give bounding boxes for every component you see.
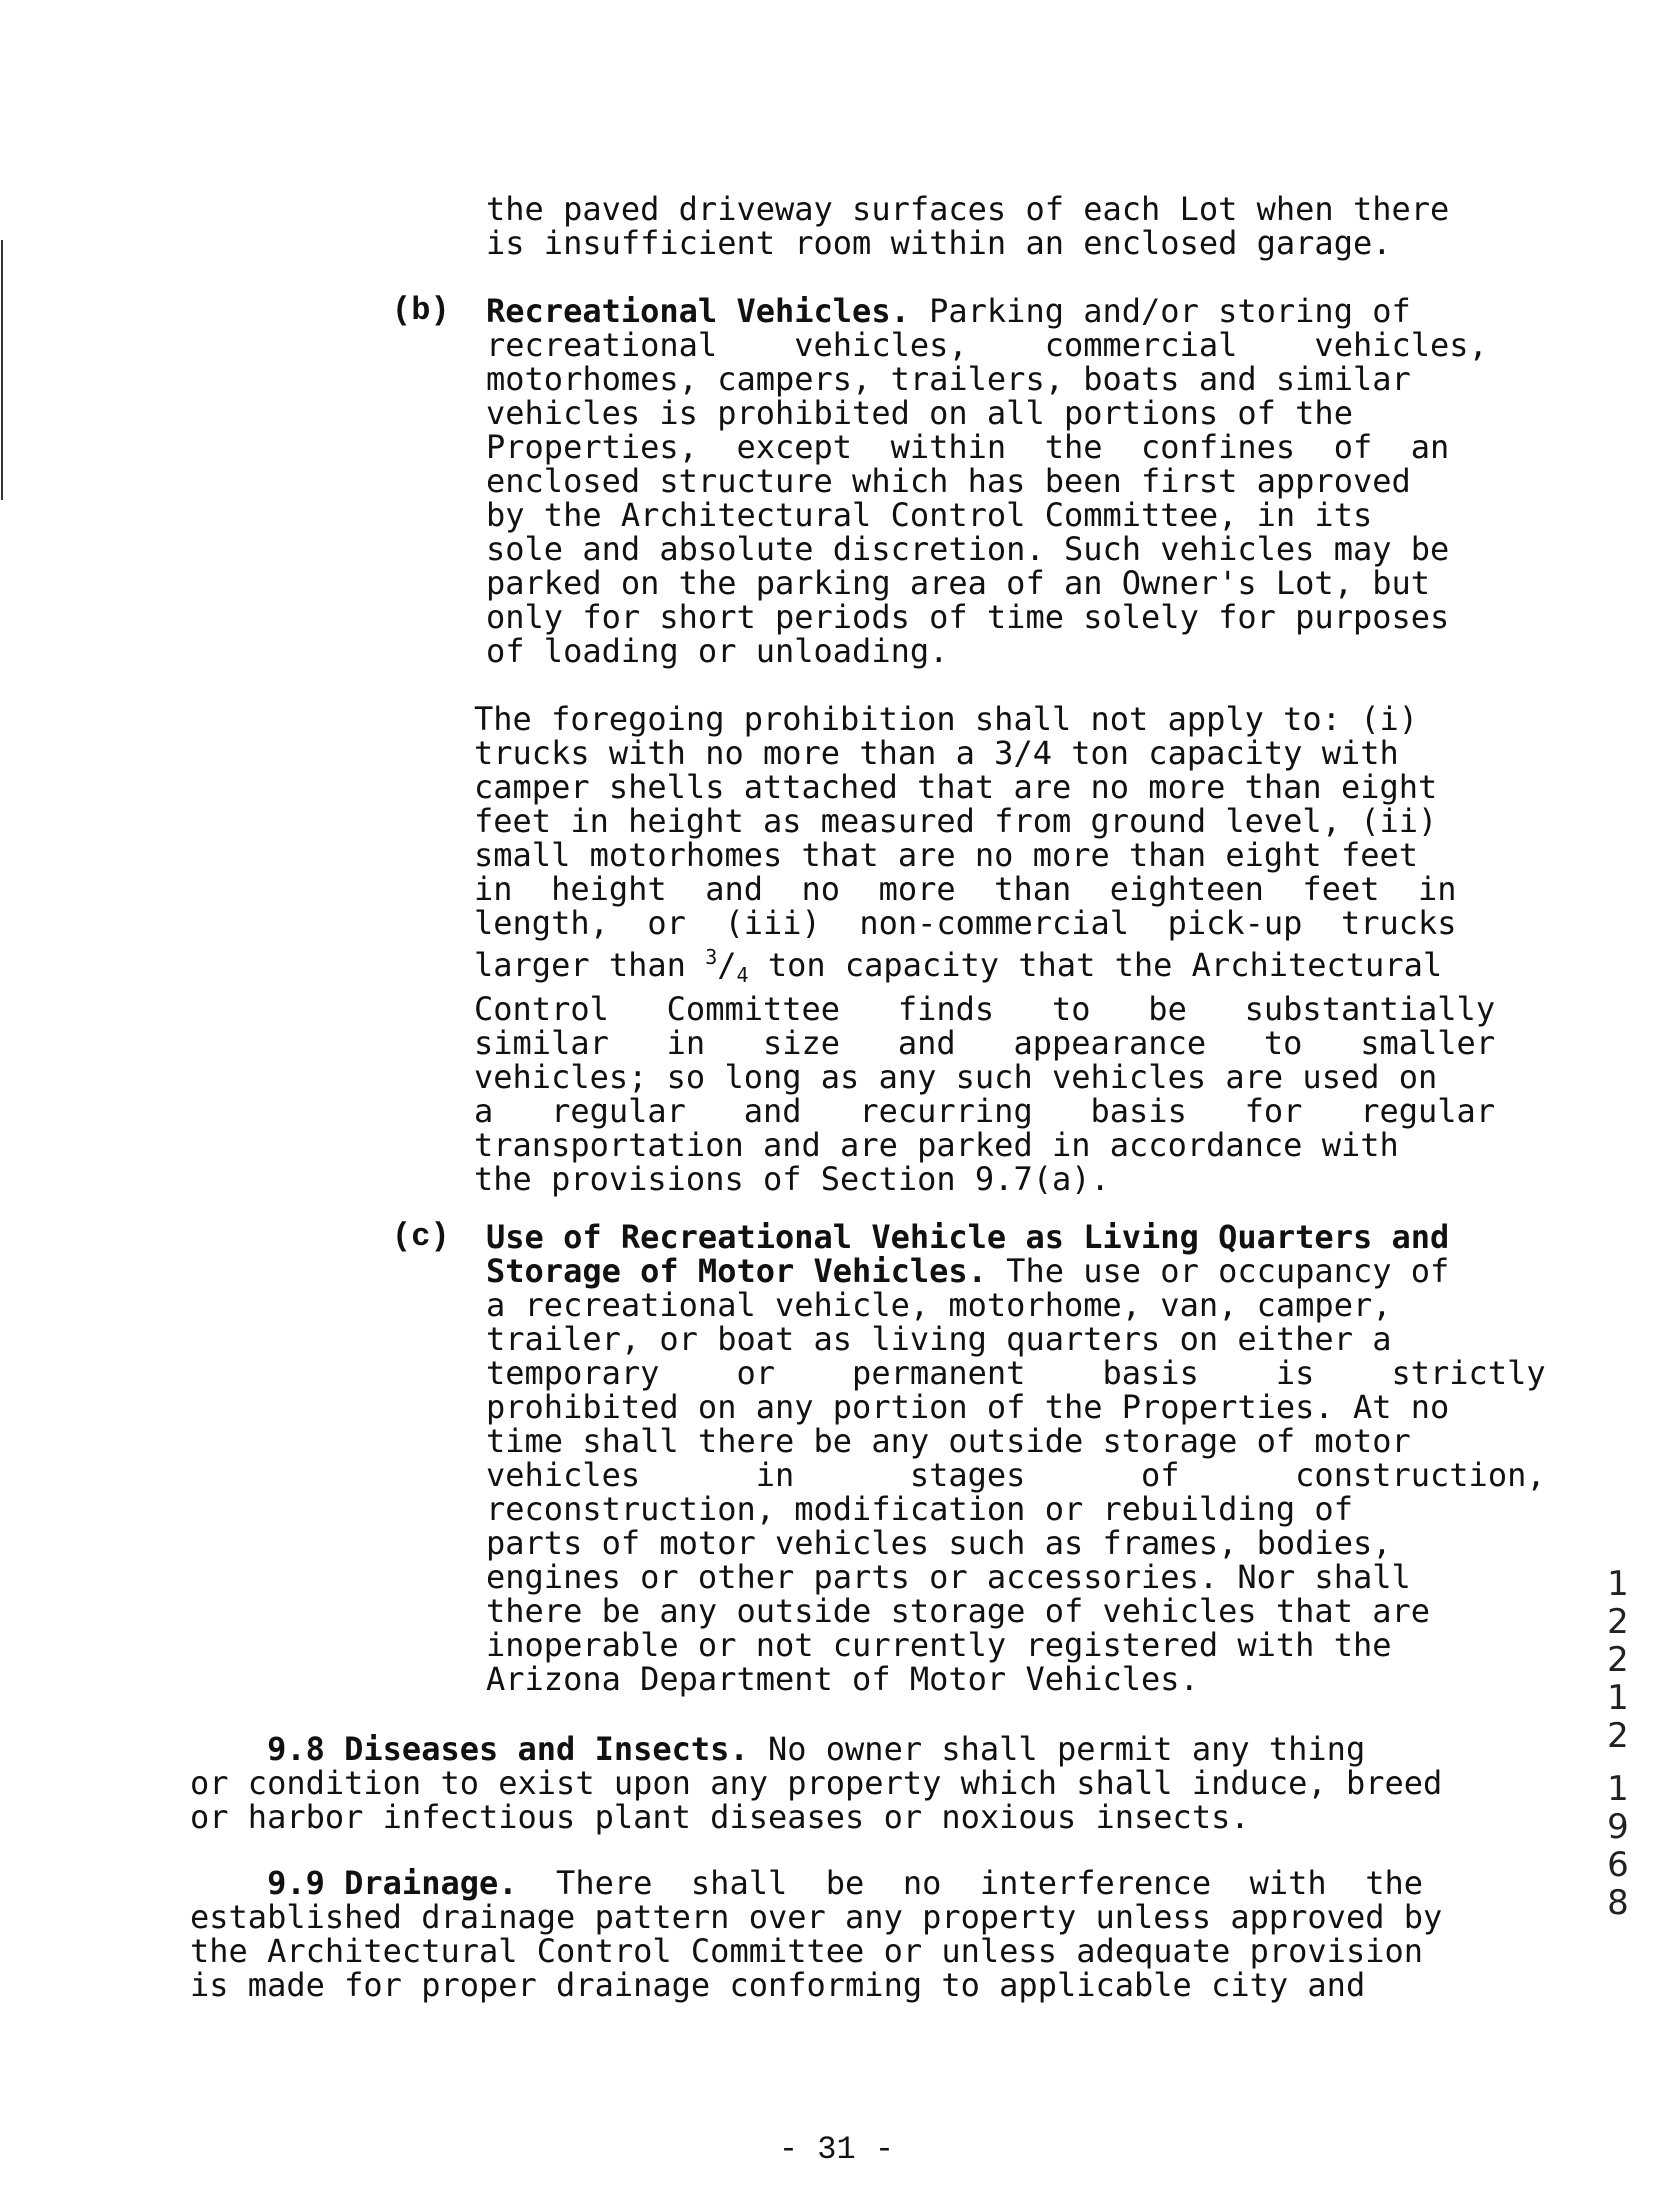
- text-line: of loading or unloading.: [486, 632, 949, 670]
- text-line: or harbor infectious plant diseases or noxious insects.: [190, 1798, 1250, 1836]
- text-line: vehicles is prohibited on all portions of the: [486, 394, 1353, 432]
- text-line: reconstruction, modification or rebuilding of: [486, 1490, 1353, 1528]
- text-line: parts of motor vehicles such as frames, bodies,: [486, 1524, 1392, 1562]
- stamp-digit: 6: [1607, 1845, 1629, 1885]
- margin-mark: [1, 240, 3, 500]
- stamp-digit: 1: [1607, 1769, 1629, 1809]
- text-line: Control Committee finds to be substantially: [474, 990, 1496, 1028]
- section-9-8-lines: [190, 1764, 1442, 1836]
- text-line: by the Architectural Control Committee, in its: [486, 496, 1373, 534]
- text-line: a regular and recurring basis for regular: [474, 1092, 1496, 1130]
- text-line: is insufficient room within an enclosed garage.: [486, 224, 1392, 262]
- exceptions-fraction-line: larger than $^3/_4$ ton capacity that the Architectural: [474, 945, 1443, 987]
- text-line: trailer, or boat as living quarters on either a: [486, 1320, 1392, 1358]
- text-line: The foregoing prohibition shall not apply to: (i): [474, 700, 1419, 738]
- recording-stamp-lower: [1598, 1770, 1638, 1922]
- text-line: established drainage pattern over any property unless approved by: [190, 1898, 1443, 1936]
- section-9-9-heading: 9.9 Drainage.: [267, 1864, 518, 1902]
- text-line: similar in size and appearance to smaller: [474, 1024, 1496, 1062]
- text-line: small motorhomes that are no more than eight feet: [474, 836, 1419, 874]
- text-line: or condition to exist upon any property which shall induce, breed: [190, 1764, 1443, 1802]
- text-line: Properties, except within the confines of an: [486, 428, 1450, 466]
- text-line: feet in height as measured from ground level, (ii): [474, 802, 1438, 840]
- section-b-exceptions-paragraph: [474, 702, 1495, 1196]
- text-line: transportation and are parked in accordance with: [474, 1126, 1399, 1164]
- text-line: enclosed structure which has been first approved: [486, 462, 1411, 500]
- exceptions-lines-a: [474, 700, 1457, 942]
- section-b-lines: [486, 326, 1488, 670]
- text-line: a recreational vehicle, motorhome, van, camper,: [486, 1286, 1392, 1324]
- section-c-heading-line2: Storage of Motor Vehicles.: [486, 1252, 987, 1290]
- section-c-label: (c): [392, 1218, 450, 1255]
- stamp-digit: 1: [1607, 1564, 1629, 1604]
- exceptions-lines-b: [474, 990, 1495, 1198]
- stamp-digit: 2: [1607, 1640, 1629, 1680]
- stamp-digit: 9: [1607, 1807, 1629, 1847]
- section-c-paragraph: Use of Recreational Vehicle as Living Quarters and Storage of Motor Vehicles. The use or occupancy of a recreational vehicle, motorhome, van, camper, trailer, or boat as living quarters on either a temporary or permanent basis is strictly prohibited on any portion of the Properties. At no time shall there be any outside storage of motor vehicles in stages of construction, reconstruction, modification or rebuilding of parts of motor vehicles such as frames, bodies, engines or other parts or accessories. Nor shall there be any outside storage of vehicles that are inoperable or not currently registered with the Arizona Department of Motor Vehicles.: [486, 1218, 1546, 1698]
- text-line: Arizona Department of Motor Vehicles.: [486, 1660, 1199, 1698]
- text-line: is made for proper drainage conforming to applicable city and: [190, 1966, 1366, 2004]
- text-line: motorhomes, campers, trailers, boats and similar: [486, 360, 1411, 398]
- text-line: engines or other parts or accessories. Nor shall: [486, 1558, 1411, 1596]
- text-line: prohibited on any portion of the Properties. At no: [486, 1388, 1450, 1426]
- stamp-digit: 2: [1607, 1716, 1629, 1756]
- text-line: inoperable or not currently registered with the: [486, 1626, 1392, 1664]
- text-line: camper shells attached that are no more than eight: [474, 768, 1438, 806]
- stamp-digit: 1: [1607, 1678, 1629, 1718]
- text-line: the Architectural Control Committee or unless adequate provision: [190, 1932, 1423, 1970]
- text-line: time shall there be any outside storage of motor: [486, 1422, 1411, 1460]
- section-b-label: (b): [392, 292, 450, 329]
- text-line: sole and absolute discretion. Such vehicles may be: [486, 530, 1450, 568]
- text-line: recreational vehicles, commercial vehicles,: [486, 326, 1488, 364]
- continued-paragraph: [486, 192, 1449, 260]
- stamp-digit: 8: [1607, 1883, 1629, 1923]
- stamp-digit: 2: [1607, 1602, 1629, 1642]
- section-9-8-heading: 9.8 Diseases and Insects.: [267, 1730, 749, 1768]
- section-9-9-lines: [190, 1898, 1442, 2004]
- text-line: vehicles in stages of construction,: [486, 1456, 1546, 1494]
- section-c-lines: [486, 1286, 1546, 1698]
- text-line: there be any outside storage of vehicles that are: [486, 1592, 1431, 1630]
- recording-stamp-upper: [1598, 1565, 1638, 1755]
- text-line: parked on the parking area of an Owner's Lot, but: [486, 564, 1431, 602]
- section-9-9-paragraph: 9.9 Drainage. There shall be no interference with the established drainage pattern over any property unless approved by the Architectural Control Committee or unless adequate provision is made for proper drainage conforming to applicable city and: [190, 1864, 1443, 2004]
- text-line: the provisions of Section 9.7(a).: [474, 1160, 1110, 1198]
- section-c-heading-line1: Use of Recreational Vehicle as Living Quarters and: [486, 1218, 1450, 1256]
- text-line: vehicles; so long as any such vehicles are used on: [474, 1058, 1438, 1096]
- text-line: only for short periods of time solely for purposes: [486, 598, 1450, 636]
- page-number: - 31 -: [778, 2131, 895, 2168]
- text-line: length, or (iii) non-commercial pick-up trucks: [474, 904, 1457, 942]
- text-line: the paved driveway surfaces of each Lot when there: [486, 190, 1450, 228]
- section-9-8-paragraph: 9.8 Diseases and Insects. No owner shall permit any thing or condition to exist upon any property which shall induce, breed or harbor infectious plant diseases or noxious insects.: [190, 1730, 1443, 1836]
- text-line: trucks with no more than a 3/4 ton capacity with: [474, 734, 1399, 772]
- text-line: in height and no more than eighteen feet in: [474, 870, 1457, 908]
- text-line: temporary or permanent basis is strictly: [486, 1354, 1546, 1392]
- section-b-paragraph: [486, 294, 1488, 668]
- section-b-heading: Recreational Vehicles.: [486, 292, 910, 330]
- section-b-first-line: Parking and/or storing of: [909, 292, 1411, 330]
